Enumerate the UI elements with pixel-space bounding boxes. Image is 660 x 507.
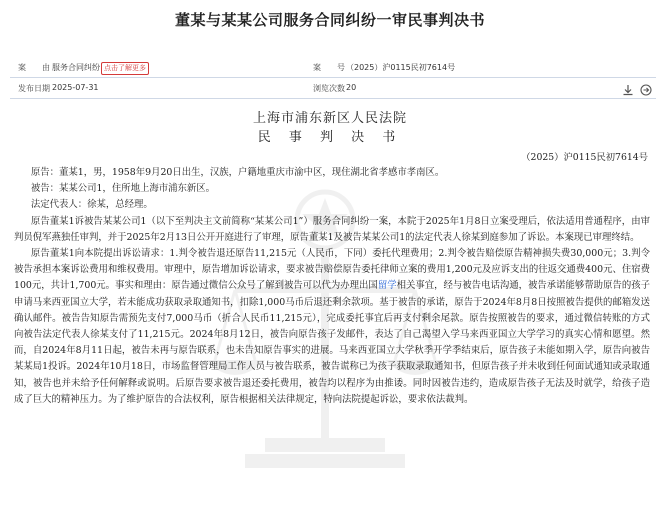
case-cause-value: 服务合同纠纷: [52, 63, 100, 72]
page-title: 董某与某某公司服务合同纠纷一审民事判决书: [174, 11, 485, 29]
learn-more-button[interactable]: 点击了解更多: [101, 62, 149, 75]
browse-count-value: 20: [346, 83, 357, 92]
case-cause-label: 案 由: [18, 63, 50, 72]
claims-paragraph: [14, 246, 650, 408]
court-name: 上海市浦东新区人民法院: [252, 111, 407, 126]
divider: [10, 77, 656, 78]
share-icon[interactable]: [640, 84, 652, 96]
case-number-label: 案 号: [313, 63, 345, 72]
case-number-value: （2025）沪0115民初7614号: [346, 63, 456, 72]
judgment-body: [14, 165, 650, 408]
divider: [10, 98, 656, 99]
plaintiff-paragraph: 原告：董某1，男，1958年9月20日出生，汉族，户籍地重庆市渝中区，现住湖北省孝感市孝南区。: [30, 167, 445, 178]
meta-row-case: [0, 60, 660, 78]
action-icons: [622, 81, 652, 99]
study-abroad-link[interactable]: 留学: [377, 280, 397, 292]
case-number: （2025）沪0115民初7614号: [521, 152, 648, 163]
publish-date-value: 2025-07-31: [52, 83, 99, 92]
meta-row-date: [0, 81, 660, 99]
claims-text-part-1: 原告董某1向本院提出诉讼请求：1.判令被告退还原告11,215元（人民币，下同）委托代理费用；2.判令被告赔偿原告精神损失费30,000元；3.判令被告承担本案诉讼费用和维权费用。审理中，原告增加诉讼请求，要求被告赔偿原告委托律师立案的费用1,200元及应诉支出的往返交通费400元、住宿费100元，共计1,700元。事实和理由：原告通过微信公众号了解到被告可以代为办理出国: [14, 248, 650, 292]
document-type: 民 事 判 决 书: [257, 130, 403, 145]
case-intro-paragraph: 原告董某1诉被告某某公司1（以下至判决主文前简称“某某公司1”）服务合同纠纷一案，本院于2025年1月8日立案受理后，依法适用普通程序，由审判员倪军燕独任审判，并于2025年2月13日公开开庭进行了审理，原告董某1及被告某某公司1的法定代表人徐某到庭参加了诉讼。本案现已审理终结。: [14, 215, 650, 243]
legal-representative-paragraph: 法定代表人：徐某，总经理。: [30, 199, 153, 211]
publish-date-label: 发布日期: [18, 84, 50, 93]
browse-count-label: 浏览次数: [313, 84, 345, 93]
claims-text-part-2: 相关事宜，经与被告电话沟通，被告承诺能够帮助原告的孩子申请马来西亚国立大学，若未能成功获取录取通知书，扣除1,000马币后退还剩余款项。基于被告的承诺，原告于2024年8月8日按照被告提供的邮箱发送确认邮件。被告告知原告需预先支付7,000马币（折合人民币11,215元），完成委托事宜后再支付剩余尾款。原告按照被告的要求，通过微信转账的方式向被告法定代表人徐某支付了11,215元。2024年8月12日，被告向原告孩子发邮件，表达了自己渴望入学马来西亚国立大学学习的真实心情和愿望。然而，自2024年8月11日起，被告未再与原告联系，也未告知原告事实的进展。马来西亚国立大学秋季开学季结束后，原告孩子未能如期入学，原告向被告某某局1投诉。2024年10月18日，市场监督管理局工作人员与被告联系，被告谎称已为孩子获取录取通知书，但原告孩子并未收到任何面试通知或录取通知，被告也并未给予任何解释或说明。后原告要求被告退还委托费用，被告均以程序为由推诿。同时因被告违约，造成原告孩子无法及时就学，给孩子造成了巨大的精神压力。为了维护原告的合法权利，原告根据相关法律规定，特向法院提起诉讼，要求依法裁判。: [14, 280, 650, 405]
defendant-paragraph: 被告：某某公司1，住所地上海市浦东新区。: [30, 183, 215, 195]
download-icon[interactable]: [622, 84, 634, 96]
